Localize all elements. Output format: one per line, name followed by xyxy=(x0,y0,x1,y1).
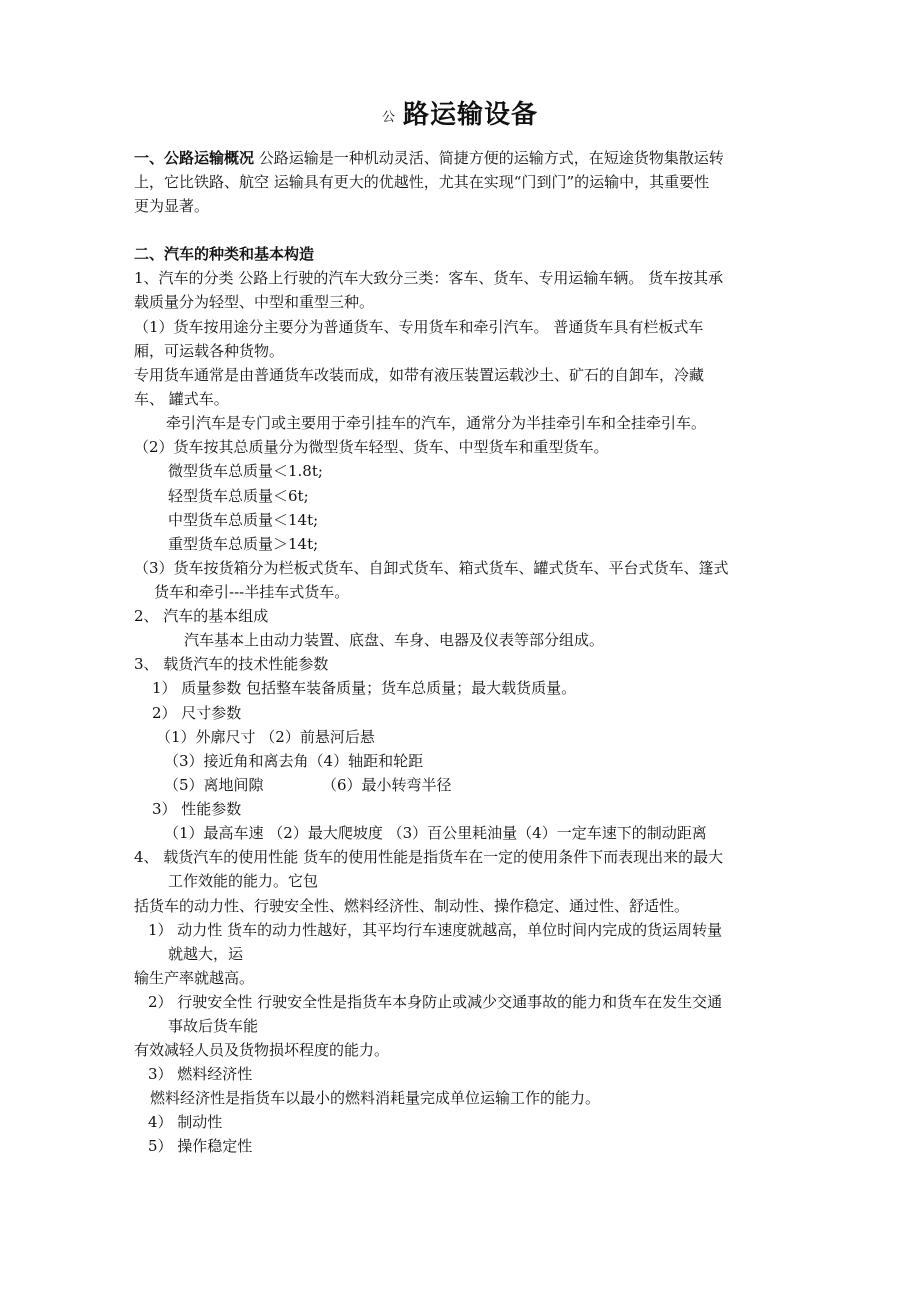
text-line: 1） 动力性 货车的动力性越好，其平均行车速度就越高，单位时间内完成的货运周转量 xyxy=(148,921,723,939)
text-line: 就越大，运 xyxy=(168,945,244,963)
text-line: 牵引汽车是专门或主要用于牵引挂车的汽车，通常分为半挂牵引车和全挂牵引车。 xyxy=(166,414,707,432)
text-line: （3）接近角和离去角（4）轴距和轮距 xyxy=(164,752,424,770)
text-line: 重型货车总质量＞14t; xyxy=(168,535,319,553)
section-1-heading: 一、公路运输概况 xyxy=(134,149,255,167)
text-line: 轻型货车总质量＜6t; xyxy=(168,487,309,505)
text-line: 中型货车总质量＜14t; xyxy=(168,511,319,529)
text-line: 工作效能的能力。它包 xyxy=(168,872,319,890)
text-line: （6）最小转弯半径 xyxy=(322,776,452,794)
text-line: 1） 质量参数 包括整车装备质量；货车总质量；最大载货质量。 xyxy=(152,679,577,697)
title-prefix: 公 xyxy=(381,110,395,125)
document-title xyxy=(0,94,920,131)
text-line: 4、 载货汽车的使用性能 货车的使用性能是指货车在一定的使用条件下而表现出来的最大 xyxy=(134,848,724,866)
text-line: （1）最高车速 （2）最大爬坡度 （3）百公里耗油量（4）一定车速下的制动距离 xyxy=(164,824,707,842)
text-line: 载质量分为轻型、中型和重型三种。 xyxy=(134,293,375,311)
text-line: （2）货车按其总质量分为微型货车轻型、货车、中型货车和重型货车。 xyxy=(134,438,609,456)
text-line: 货车和牵引---半挂车式货车。 xyxy=(154,583,350,601)
title-text: 路运输设备 xyxy=(403,100,539,130)
section-1-text-1: 公路运输是一种机动灵活、简捷方便的运输方式，在短途货物集散运转 xyxy=(258,149,724,167)
section-1-line-2: 上，它比铁路、航空 运输具有更大的优越性，尤其在实现“门到门”的运输中，其重要性 xyxy=(134,173,710,191)
text-line: 1、汽车的分类 公路上行驶的汽车大致分三类：客车、货车、专用运输车辆。 货车按其承 xyxy=(134,269,724,287)
text-line: 微型货车总质量＜1.8t; xyxy=(168,462,323,480)
text-line: 车、 罐式车。 xyxy=(134,390,229,408)
section-1-line-3: 更为显著。 xyxy=(134,197,210,215)
text-line: （5）离地间隙 xyxy=(164,776,264,794)
text-line: 有效减轻人员及货物损坏程度的能力。 xyxy=(134,1041,390,1059)
text-line: 专用货车通常是由普通货车改装而成，如带有液压装置运载沙土、矿石的自卸车，冷藏 xyxy=(134,366,705,384)
text-line: 燃料经济性是指货车以最小的燃料消耗量完成单位运输工作的能力。 xyxy=(150,1089,601,1107)
text-line: 厢，可运载各种货物。 xyxy=(134,342,285,360)
text-line: 括货车的动力性、行驶安全性、燃料经济性、制动性、操作稳定、通过性、舒适性。 xyxy=(134,897,690,915)
text-line: 2、 汽车的基本组成 xyxy=(134,607,269,625)
text-line: 事故后货车能 xyxy=(168,1017,259,1035)
text-line: 汽车基本上由动力装置、底盘、车身、电器及仪表等部分组成。 xyxy=(184,631,605,649)
text-line: （1）货车按用途分主要分为普通货车、专用货车和牵引汽车。 普通货车具有栏板式车 xyxy=(134,318,704,336)
text-line: 2） 行驶安全性 行驶安全性是指货车本身防止或减少交通事故的能力和货车在发生交通 xyxy=(148,993,723,1011)
text-line: 3、 载货汽车的技术性能参数 xyxy=(134,655,329,673)
text-line: 3） 性能参数 xyxy=(152,800,242,818)
text-line: （1）外廓尺寸 （2）前悬河后悬 xyxy=(156,728,375,746)
section-1-line-1 xyxy=(134,148,724,168)
section-2-heading: 二、汽车的种类和基本构造 xyxy=(134,245,315,263)
text-line: 5） 操作稳定性 xyxy=(148,1137,253,1155)
text-line: 2） 尺寸参数 xyxy=(152,704,242,722)
text-line: 3） 燃料经济性 xyxy=(148,1065,253,1083)
text-line: 4） 制动性 xyxy=(148,1113,223,1131)
text-line: （3）货车按货箱分为栏板式货车、自卸式货车、箱式货车、罐式货车、平台式货车、篷式 xyxy=(134,559,729,577)
text-line: 输生产率就越高。 xyxy=(134,969,255,987)
